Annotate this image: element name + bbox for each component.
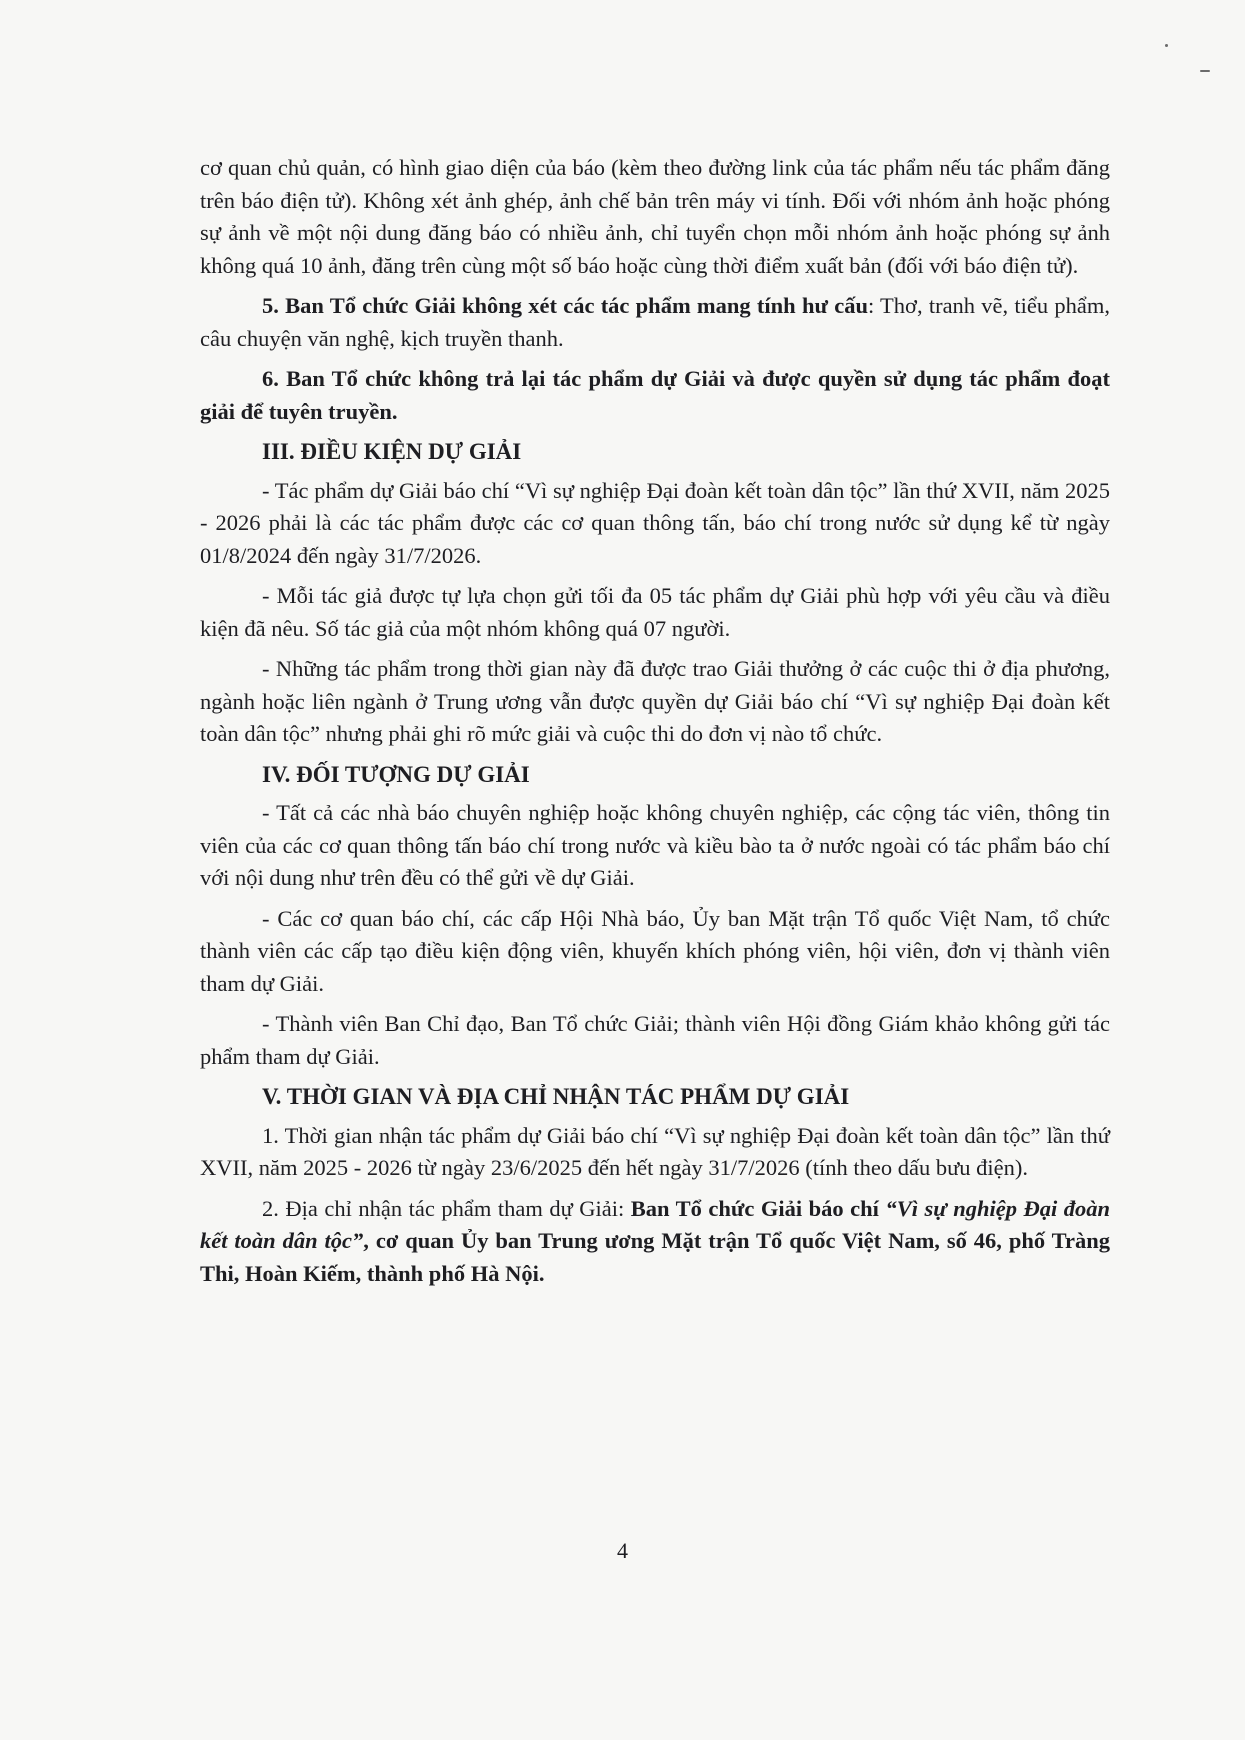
paragraph-continuation: cơ quan chủ quản, có hình giao diện của báo (kèm theo đường link của tác phẩm nếu tác phẩm đăng trên báo điện tử). Không xét ảnh ghép, ảnh chế bản trên máy vi tính. Đối với nhóm ảnh hoặc phóng sự ảnh về một nội dung đăng báo có nhiều ảnh, chỉ tuyển chọn mỗi nhóm ảnh hoặc phóng sự ảnh không quá 10 ảnh, đăng trên cùng một số báo hoặc cùng thời điểm xuất bản (đối với báo điện tử).	[200, 155, 1110, 278]
paragraph-iv-3: - Thành viên Ban Chỉ đạo, Ban Tổ chức Giải; thành viên Hội đồng Giám khảo không gửi tác phẩm tham dự Giải.	[200, 1011, 1110, 1069]
item-5-bold-text: 5. Ban Tổ chức Giải không xét các tác phẩm mang tính hư cấu	[262, 293, 868, 318]
document-body	[200, 152, 1110, 1298]
paragraph-iv-1: - Tất cả các nhà báo chuyên nghiệp hoặc không chuyên nghiệp, các cộng tác viên, thông tin viên của các cơ quan thông tấn báo chí trong nước và kiều bào ta ở nước ngoài có tác phẩm báo chí với nội dung như trên đều có thể gửi về dự Giải.	[200, 800, 1110, 890]
section-heading-iii: III. ĐIỀU KIỆN DỰ GIẢI	[262, 439, 522, 464]
section-heading-v: V. THỜI GIAN VÀ ĐỊA CHỈ NHẬN TÁC PHẨM DỰ GIẢI	[262, 1084, 850, 1109]
paragraph-iii-3: - Những tác phẩm trong thời gian này đã được trao Giải thưởng ở các cuộc thi ở địa phương, ngành hoặc liên ngành ở Trung ương vẫn được quyền dự Giải báo chí “Vì sự nghiệp Đại đoàn kết toàn dân tộc” nhưng phải ghi rõ mức giải và cuộc thi do đơn vị nào tổ chức.	[200, 656, 1110, 746]
paragraph-v-1: 1. Thời gian nhận tác phẩm dự Giải báo chí “Vì sự nghiệp Đại đoàn kết toàn dân tộc” lần thứ XVII, năm 2025 - 2026 từ ngày 23/6/2025 đến hết ngày 31/7/2026 (tính theo dấu bưu điện).	[200, 1122, 1110, 1180]
paragraph-iv-2: - Các cơ quan báo chí, các cấp Hội Nhà báo, Ủy ban Mặt trận Tổ quốc Việt Nam, tổ chức thành viên các cấp tạo điều kiện động viên, khuyến khích phóng viên, hội viên, đơn vị thành viên tham dự Giải.	[200, 905, 1110, 996]
paragraph-v-2	[200, 1193, 1110, 1291]
paragraph-iii-1: - Tác phẩm dự Giải báo chí “Vì sự nghiệp Đại đoàn kết toàn dân tộc” lần thứ XVII, năm 2025 - 2026 phải là các tác phẩm được các cơ quan thông tấn, báo chí trong nước sử dụng kể từ ngày 01/8/2024 đến ngày 31/7/2026.	[200, 477, 1110, 568]
award-name: “Vì sự nghiệp Đại đoàn kết toàn dân tộc”	[200, 1195, 1110, 1253]
paragraph-iii-2: - Mỗi tác giả được tự lựa chọn gửi tối đa 05 tác phẩm dự Giải phù hợp với yêu cầu và điều kiện đã nêu. Số tác giả của một nhóm không quá 07 người.	[200, 583, 1110, 641]
section-heading-iv: IV. ĐỐI TƯỢNG DỰ GIẢI	[262, 761, 530, 787]
paragraph-item-5	[200, 290, 1110, 355]
scan-speck	[1200, 70, 1210, 72]
address-intro: 2. Địa chỉ nhận tác phẩm tham dự Giải:	[262, 1195, 631, 1221]
item-5-text: : Thơ, tranh vẽ, tiểu phẩm, câu chuyện văn nghệ, kịch truyền thanh.	[200, 293, 1110, 351]
paragraph-item-6: 6. Ban Tổ chức không trả lại tác phẩm dự Giải và được quyền sử dụng tác phẩm đoạt giải để tuyên truyền.	[200, 366, 1110, 424]
address-org: Ban Tổ chức Giải báo chí	[630, 1195, 886, 1221]
scan-speck	[1165, 44, 1168, 47]
page-number: 4	[617, 1538, 628, 1563]
address-location: , cơ quan Ủy ban Trung ương Mặt trận Tổ quốc Việt Nam, số 46, phố Tràng Thi, Hoàn Kiếm, thành phố Hà Nội.	[200, 1228, 1110, 1286]
